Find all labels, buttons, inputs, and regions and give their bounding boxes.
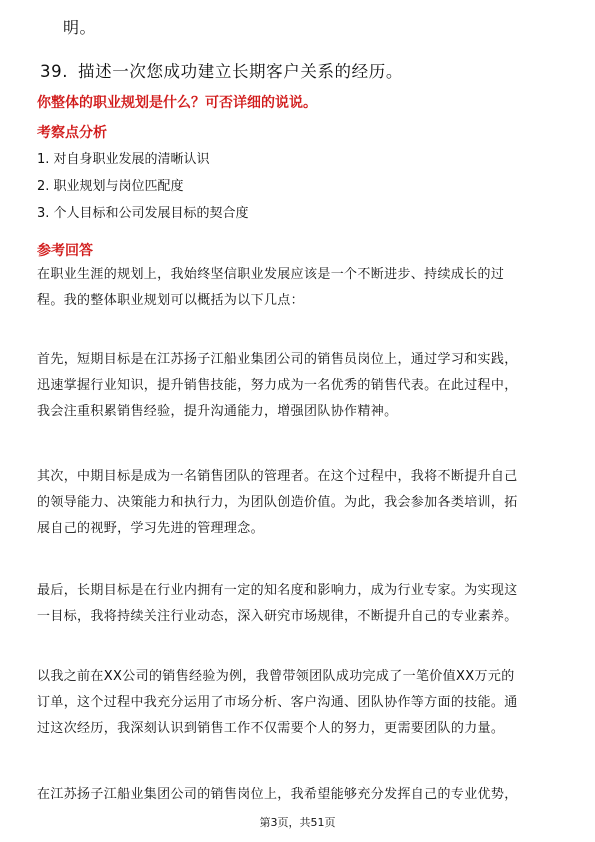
paragraph-line: 程。我的整体职业规划可以概括为以下几点：	[37, 293, 305, 308]
paragraph-line: 在职业生涯的规划上，我始终坚信职业发展应该是一个不断进步、持续成长的过	[37, 267, 505, 282]
paragraph-line: 在江苏扬子江船业集团公司的销售岗位上，我希望能够充分发挥自己的专业优势，	[37, 787, 518, 802]
analysis-item: 1. 对自身职业发展的清晰认识	[37, 152, 210, 167]
answer-paragraph	[37, 782, 562, 808]
paragraph-line: 过这次经历，我深刻认识到销售工作不仅需要个人的努力，更需要团队的力量。	[37, 721, 505, 736]
paragraph-line: 一目标，我将持续关注行业动态，深入研究市场规律，不断提升自己的专业素养。	[37, 609, 518, 624]
answer-paragraph	[37, 578, 562, 630]
question-number: 39.	[40, 62, 69, 81]
sub-question: 你整体的职业规划是什么？可否详细的说说。	[37, 95, 317, 111]
answer-paragraph	[37, 347, 562, 425]
analysis-heading: 考察点分析	[37, 125, 107, 141]
paragraph-line: 最后，长期目标是在行业内拥有一定的知名度和影响力，成为行业专家。为实现这	[37, 583, 518, 598]
question-text: 描述一次您成功建立长期客户关系的经历。	[78, 62, 403, 81]
answer-paragraph	[37, 262, 562, 314]
question-heading	[40, 59, 403, 85]
answer-heading: 参考回答	[37, 243, 93, 259]
paragraph-line: 展自己的视野，学习先进的管理理念。	[37, 521, 264, 536]
paragraph-line: 订单，这个过程中我充分运用了市场分析、客户沟通、团队协作等方面的技能。通	[37, 695, 518, 710]
answer-paragraph	[37, 664, 562, 742]
paragraph-line: 的领导能力、决策能力和执行力，为团队创造价值。为此，我会参加各类培训，拓	[37, 495, 518, 510]
analysis-item: 2. 职业规划与岗位匹配度	[37, 179, 184, 194]
paragraph-line: 迅速掌握行业知识，提升销售技能，努力成为一名优秀的销售代表。在此过程中，	[37, 378, 518, 393]
paragraph-line: 其次，中期目标是成为一名销售团队的管理者。在这个过程中，我将不断提升自己	[37, 469, 518, 484]
paragraph-line: 我会注重积累销售经验，提升沟通能力，增强团队协作精神。	[37, 404, 398, 419]
paragraph-line: 首先，短期目标是在江苏扬子江船业集团公司的销售员岗位上，通过学习和实践，	[37, 352, 518, 367]
page-footer: 第3页，共51页	[259, 816, 336, 829]
paragraph-line: 以我之前在XX公司的销售经验为例，我曾带领团队成功完成了一笔价值XX万元的	[37, 669, 515, 684]
carry-over-text: 明。	[63, 18, 97, 37]
analysis-item: 3. 个人目标和公司发展目标的契合度	[37, 206, 249, 221]
answer-paragraph	[37, 464, 562, 542]
